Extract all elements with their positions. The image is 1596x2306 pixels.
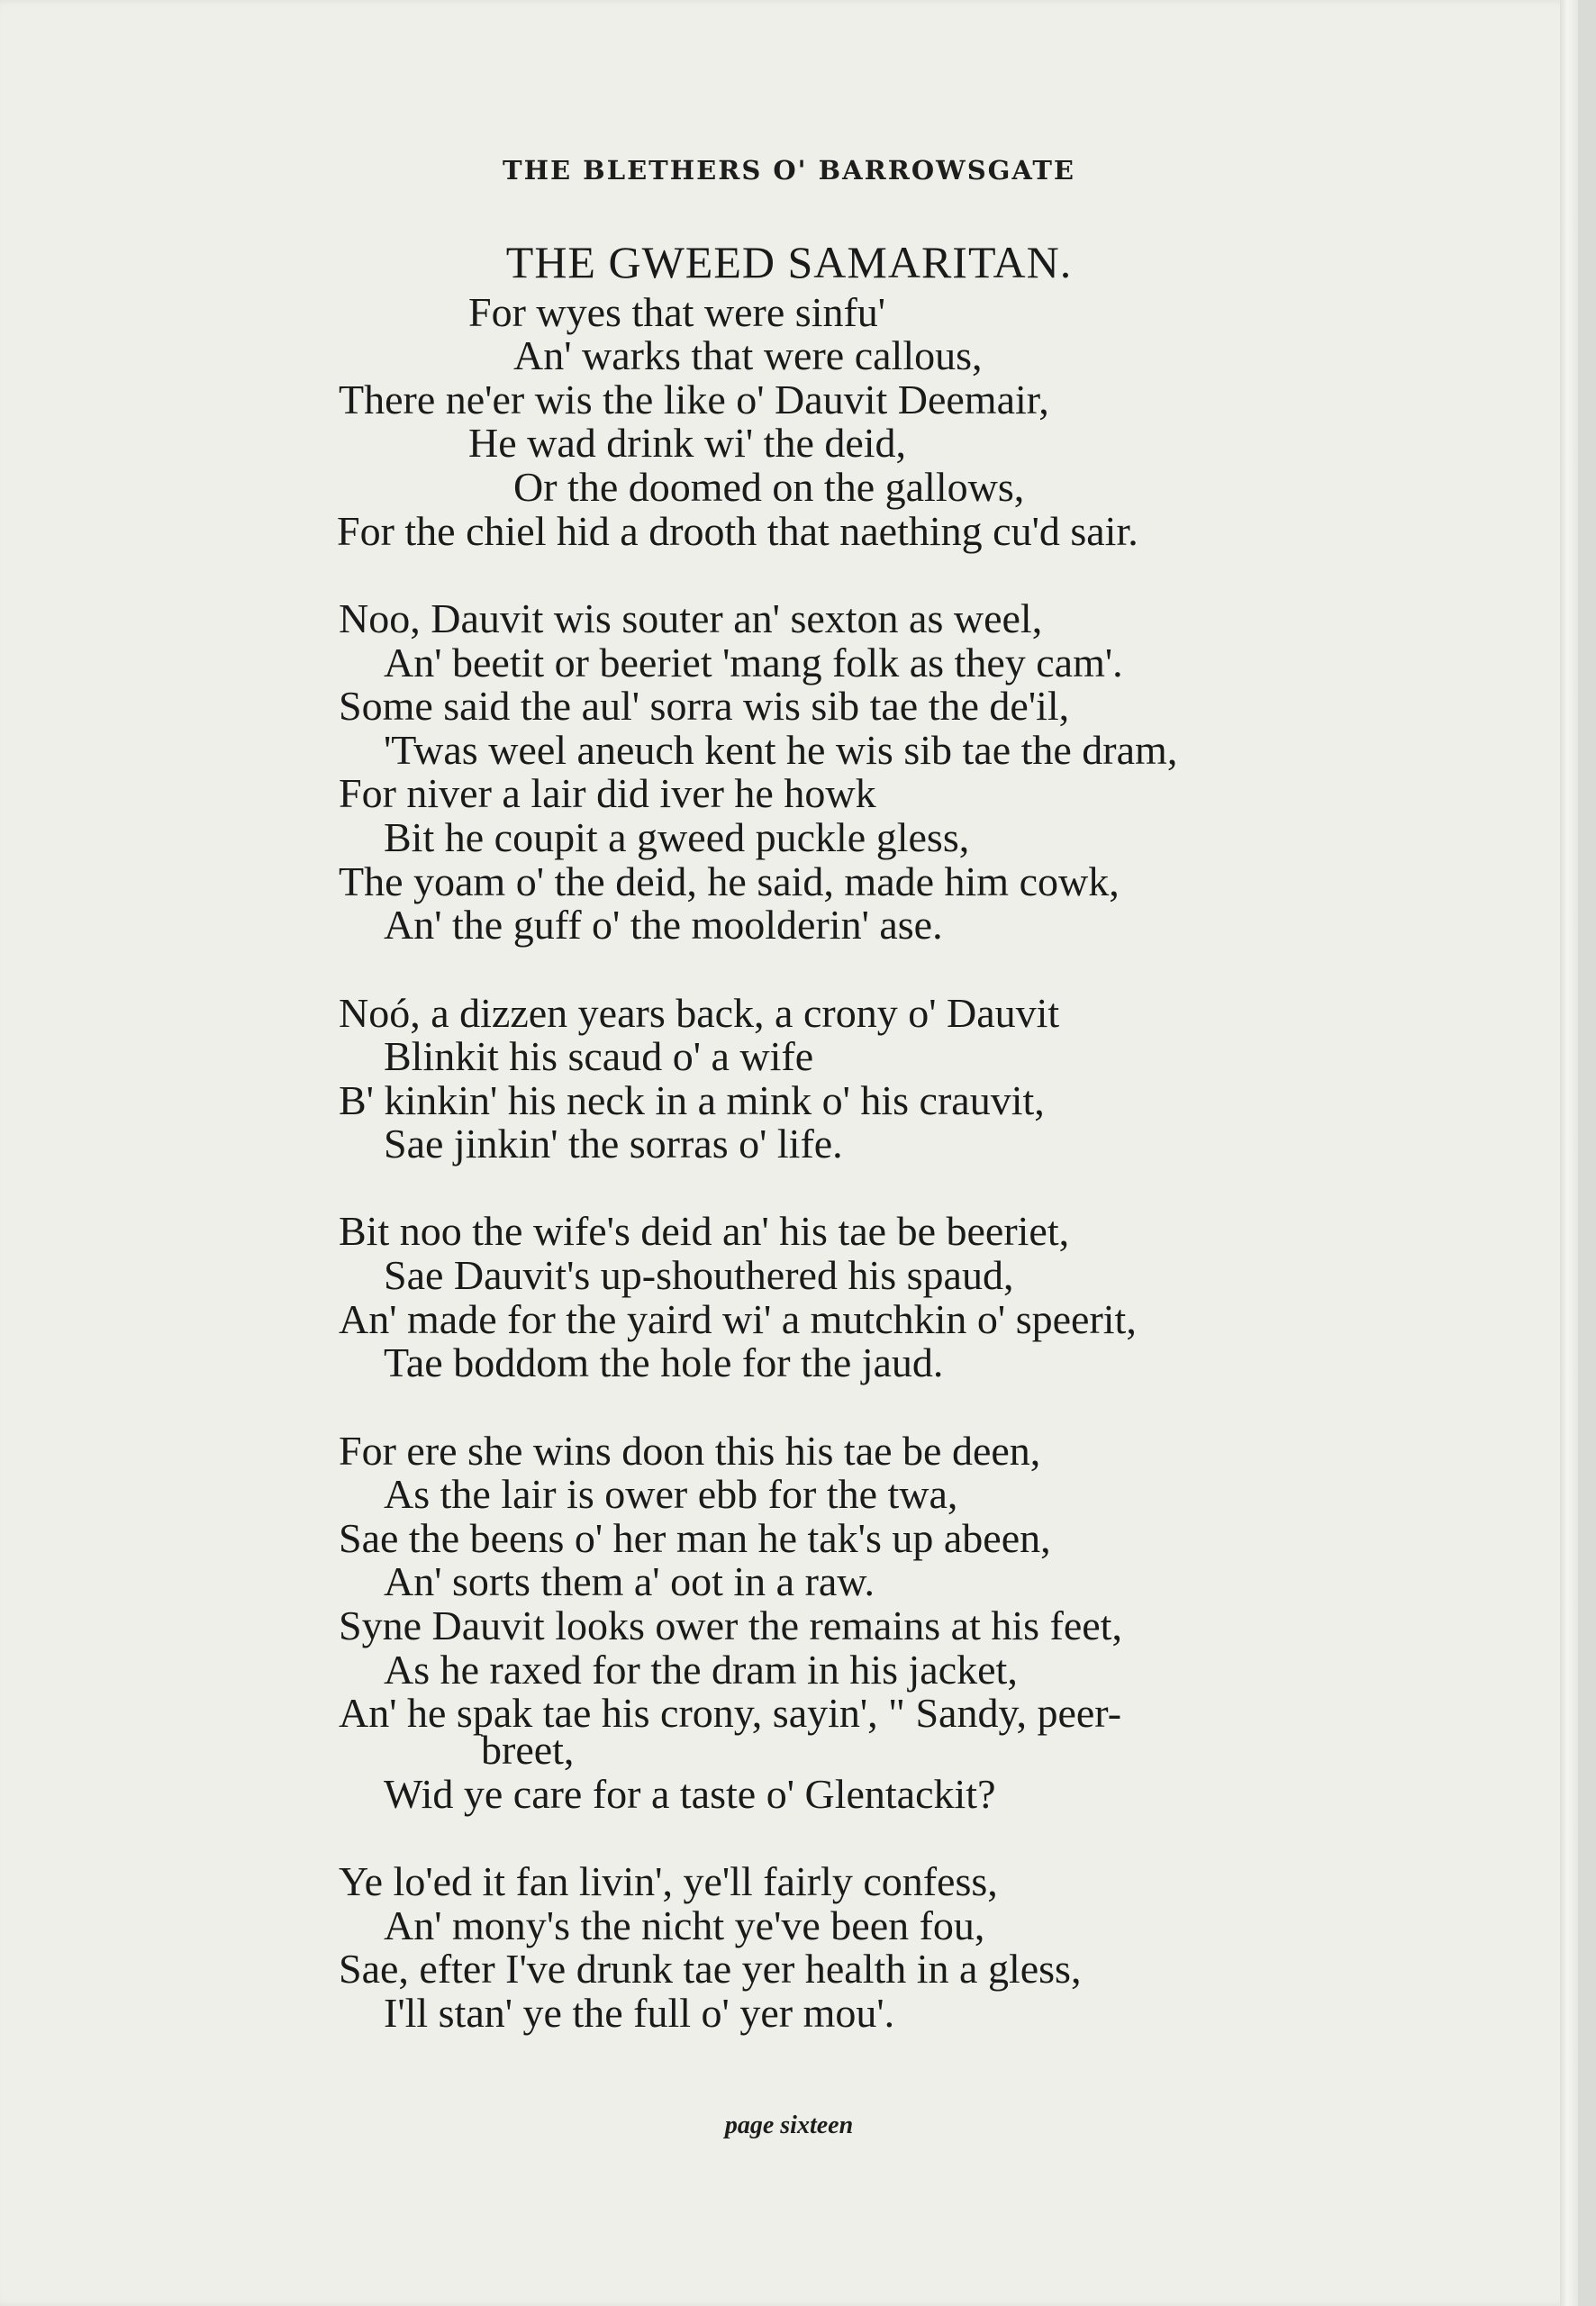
poem-line: As he raxed for the dram in his jacket, [384, 1647, 1018, 1693]
poem-line: Sae jinkin' the sorras o' life. [384, 1121, 843, 1167]
page-number: page sixteen [724, 2111, 854, 2139]
poem-line: 'Twas weel aneuch kent he wis sib tae the dram, [384, 727, 1178, 773]
poem-line: The yoam o' the deid, he said, made him cowk, [339, 858, 1120, 904]
poem-line: Sae Dauvit's up-shouthered his spaud, [384, 1252, 1014, 1298]
poem-line: He wad drink wi' the deid, [468, 420, 907, 466]
poem-line: Noo, Dauvit wis souter an' sexton as weel, [339, 595, 1043, 641]
page-edge [1560, 0, 1578, 2306]
poem-line: An' the guff o' the moolderin' ase. [384, 902, 943, 948]
running-head: THE BLETHERS O' BARROWSGATE [503, 155, 1075, 186]
poem-line: Wid ye care for a taste o' Glentackit? [384, 1771, 996, 1817]
poem-line: Or the doomed on the gallows, [513, 464, 1025, 510]
poem-line: An' beetit or beeriet 'mang folk as they cam'. [384, 640, 1123, 685]
poem-line: For the chiel hid a drooth that naething cu'd sair. [337, 508, 1138, 554]
poem-line: Syne Dauvit looks ower the remains at his feet, [339, 1602, 1122, 1648]
poem-line: An' warks that were callous, [513, 332, 983, 378]
poem-line: Tae boddom the hole for the jaud. [384, 1339, 944, 1385]
poem-line: Sae the beens o' her man he tak's up abeen, [339, 1515, 1051, 1561]
poem-line: I'll stan' ye the full o' yer mou'. [384, 1990, 895, 2036]
poem-line: Bit he coupit a gweed puckle gless, [384, 814, 970, 860]
poem-line: Sae, efter I've drunk tae yer health in a gless, [339, 1946, 1082, 1992]
poem-line: An' sorts them a' oot in a raw. [384, 1558, 875, 1604]
poem-line: An' made for the yaird wi' a mutchkin o' speerit, [339, 1296, 1137, 1342]
poem-line: Noó, a dizzen years back, a crony o' Dauvit [339, 990, 1060, 1036]
poem-line: An' mony's the nicht ye've been fou, [384, 1902, 985, 1948]
poem-line: For ere she wins doon this his tae be deen, [339, 1428, 1041, 1474]
poem-line: There ne'er wis the like o' Dauvit Deemair, [339, 377, 1049, 422]
poem-line: Bit noo the wife's deid an' his tae be beeriet, [339, 1208, 1070, 1254]
poem-line: As the lair is ower ebb for the twa, [384, 1471, 958, 1517]
poem-line: For niver a lair did iver he howk [339, 770, 876, 816]
poem-line: An' he spak tae his crony, sayin', " Sandy, peer- [339, 1690, 1122, 1736]
poem-line: Blinkit his scaud o' a wife [384, 1033, 814, 1079]
poem-line: B' kinkin' his neck in a mink o' his crauvit, [339, 1077, 1045, 1123]
poem-line: For wyes that were sinfu' [468, 289, 886, 335]
poem-line: Some said the aul' sorra wis sib tae the de'il, [339, 683, 1070, 729]
poem-line: Ye lo'ed it fan livin', ye'll fairly confess, [339, 1858, 998, 1904]
poem-line: breet, [481, 1727, 575, 1773]
poem-title: THE GWEED SAMARITAN. [505, 237, 1073, 287]
